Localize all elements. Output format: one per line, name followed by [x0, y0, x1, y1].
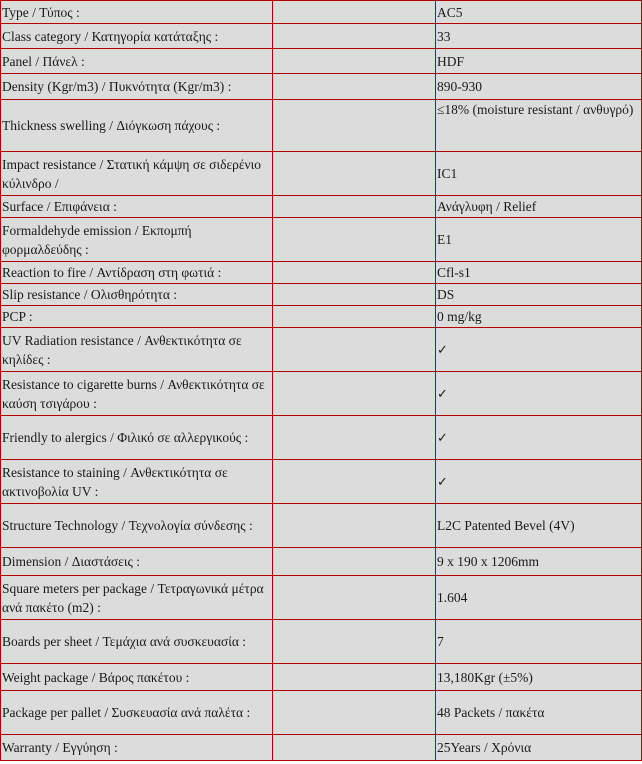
table-row	[1, 306, 642, 328]
spacer-cell	[273, 262, 436, 284]
table-row	[1, 24, 642, 49]
row-value-reaction-to-fire: Cfl-s1	[436, 262, 642, 284]
table-row	[1, 372, 642, 416]
spacer-cell	[273, 620, 436, 664]
spec-table-body	[1, 1, 642, 761]
row-value-square-meters: 1.604	[436, 576, 642, 620]
row-label-pcp: PCP :	[1, 306, 273, 328]
row-label-formaldehyde: Formaldehyde emission / Εκπομπή φορμαλδεύδης :	[1, 218, 273, 262]
row-label-surface: Surface / Επιφάνεια :	[1, 196, 273, 218]
row-label-boards-per-sheet: Boards per sheet / Τεμάχια ανά συσκευασία :	[1, 620, 273, 664]
spacer-cell	[273, 504, 436, 548]
row-value-warranty: 25Years / Χρόνια	[436, 735, 642, 761]
table-row	[1, 74, 642, 100]
row-label-staining: Resistance to staining / Ανθεκτικότητα σε ακτινοβολία UV :	[1, 460, 273, 504]
row-label-type: Type / Τύπος :	[1, 1, 273, 24]
table-row	[1, 284, 642, 306]
spacer-cell	[273, 1, 436, 24]
table-row	[1, 576, 642, 620]
spacer-cell	[273, 460, 436, 504]
spacer-cell	[273, 24, 436, 49]
table-row	[1, 416, 642, 460]
check-icon: ✓	[437, 342, 448, 358]
row-value-impact-resistance: IC1	[436, 152, 642, 196]
row-value-class-category: 33	[436, 24, 642, 49]
table-row	[1, 504, 642, 548]
row-label-thickness-swelling: Thickness swelling / Διόγκωση πάχους :	[1, 100, 273, 152]
check-icon: ✓	[437, 430, 448, 446]
spacer-cell	[273, 416, 436, 460]
spacer-cell	[273, 196, 436, 218]
table-row	[1, 49, 642, 74]
table-row	[1, 620, 642, 664]
row-label-cigarette-burns: Resistance to cigarette burns / Ανθεκτικότητα σε καύση τσιγάρου :	[1, 372, 273, 416]
spacer-cell	[273, 152, 436, 196]
table-row	[1, 328, 642, 372]
spacer-cell	[273, 218, 436, 262]
check-icon: ✓	[437, 474, 448, 490]
spacer-cell	[273, 74, 436, 100]
table-row	[1, 735, 642, 761]
table-row	[1, 262, 642, 284]
spacer-cell	[273, 548, 436, 576]
spacer-cell	[273, 735, 436, 761]
row-label-slip-resistance: Slip resistance / Ολισθηρότητα :	[1, 284, 273, 306]
row-value-surface: Ανάγλυφη / Relief	[436, 196, 642, 218]
row-label-impact-resistance: Impact resistance / Στατική κάμψη σε σιδερένιο κύλινδρο /	[1, 152, 273, 196]
table-row	[1, 664, 642, 691]
spacer-cell	[273, 691, 436, 735]
row-value-boards-per-sheet: 7	[436, 620, 642, 664]
spacer-cell	[273, 664, 436, 691]
row-label-warranty: Warranty / Εγγύηση :	[1, 735, 273, 761]
table-row	[1, 100, 642, 152]
row-label-package-per-pallet: Package per pallet / Συσκευασία ανά παλέτα :	[1, 691, 273, 735]
row-value-weight-package: 13,180Kgr (±5%)	[436, 664, 642, 691]
row-value-thickness-swelling: ≤18% (moisture resistant / ανθυγρό)	[436, 100, 642, 152]
table-row	[1, 460, 642, 504]
spacer-cell	[273, 372, 436, 416]
spacer-cell	[273, 49, 436, 74]
row-value-density: 890-930	[436, 74, 642, 100]
spacer-cell	[273, 306, 436, 328]
row-value-panel: HDF	[436, 49, 642, 74]
table-row	[1, 548, 642, 576]
row-value-dimension: 9 x 190 x 1206mm	[436, 548, 642, 576]
table-row	[1, 691, 642, 735]
spacer-cell	[273, 284, 436, 306]
row-label-dimension: Dimension / Διαστάσεις :	[1, 548, 273, 576]
row-label-density: Density (Kgr/m3) / Πυκνότητα (Kgr/m3) :	[1, 74, 273, 100]
spacer-cell	[273, 576, 436, 620]
row-label-panel: Panel / Πάνελ :	[1, 49, 273, 74]
table-row	[1, 1, 642, 24]
spacer-cell	[273, 100, 436, 152]
row-value-slip-resistance: DS	[436, 284, 642, 306]
row-label-square-meters: Square meters per package / Τετραγωνικά μέτρα ανά πακέτο (m2) :	[1, 576, 273, 620]
row-label-class-category: Class category / Κατηγορία κατάταξης :	[1, 24, 273, 49]
row-label-friendly-to-alergics: Friendly to alergics / Φιλικό σε αλλεργικούς :	[1, 416, 273, 460]
table-row	[1, 196, 642, 218]
row-value-structure-technology: L2C Patented Bevel (4V)	[436, 504, 642, 548]
table-row	[1, 152, 642, 196]
row-value-pcp: 0 mg/kg	[436, 306, 642, 328]
row-value-formaldehyde: E1	[436, 218, 642, 262]
spacer-cell	[273, 328, 436, 372]
check-icon: ✓	[437, 386, 448, 402]
row-label-weight-package: Weight package / Βάρος πακέτου :	[1, 664, 273, 691]
row-value-type: AC5	[436, 1, 642, 24]
row-label-reaction-to-fire: Reaction to fire / Αντίδραση στη φωτιά :	[1, 262, 273, 284]
row-value-package-per-pallet: 48 Packets / πακέτα	[436, 691, 642, 735]
row-label-structure-technology: Structure Technology / Τεχνολογία σύνδεσης :	[1, 504, 273, 548]
row-label-uv-radiation: UV Radiation resistance / Ανθεκτικότητα σε κηλίδες :	[1, 328, 273, 372]
table-row	[1, 218, 642, 262]
